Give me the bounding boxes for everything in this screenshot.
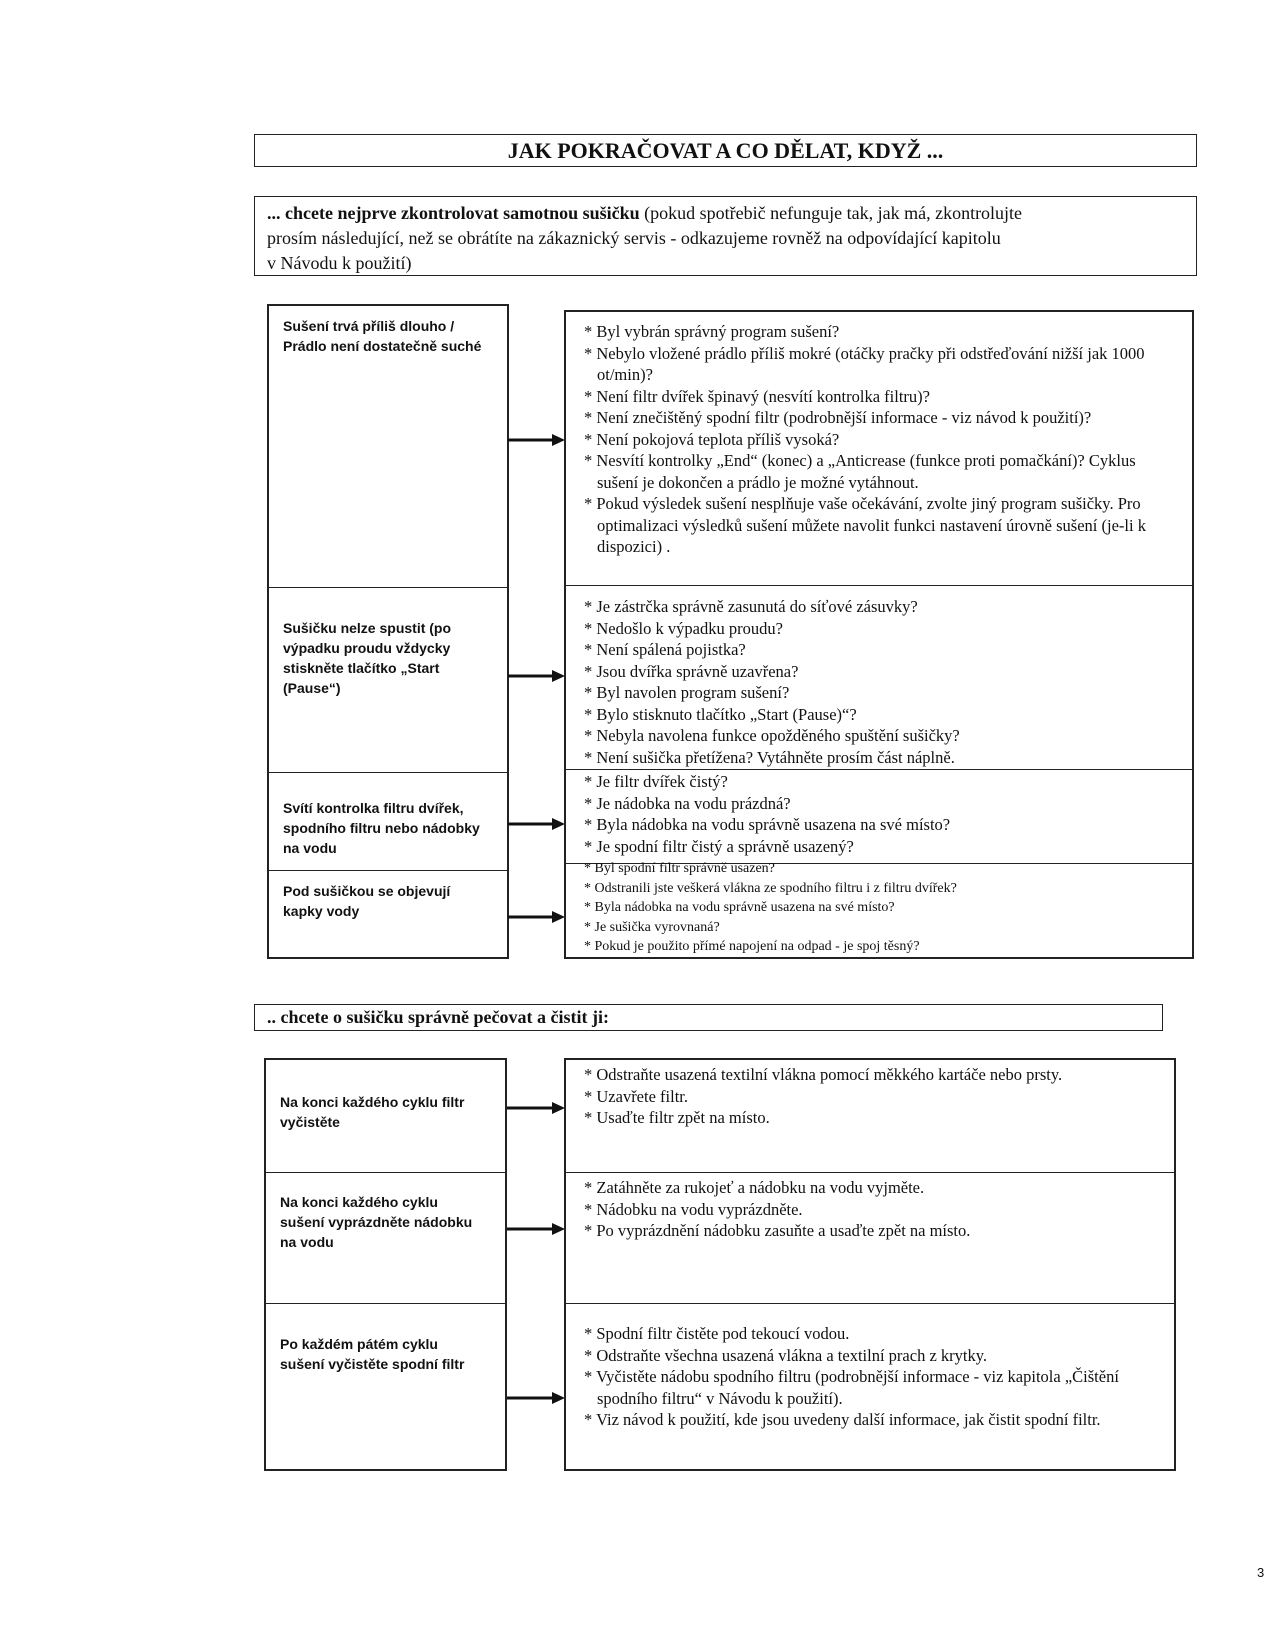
checks-panel-4 bbox=[566, 859, 1192, 957]
cause-divider-1 bbox=[269, 587, 507, 588]
care-section-title-text: .. chcete o sušičku správně pečovat a čistit ji: bbox=[267, 1007, 609, 1027]
care-task-2-line-1: Na konci každého cyklu bbox=[280, 1194, 438, 1210]
care-steps-panel-2 bbox=[566, 1177, 1174, 1242]
care-section-title bbox=[254, 1004, 1163, 1031]
check-item: * Je zástrčka správně zasunutá do síťové zásuvky? bbox=[584, 597, 918, 616]
intro-line-2: prosím následující, než se obrátíte na zákaznický servis - odkazujeme rovněž na odpovídající kapitolu bbox=[267, 228, 1001, 248]
check-item: * Je spodní filtr čistý a správně usazený? bbox=[584, 836, 854, 856]
check-item: * Není spálená pojistka? bbox=[584, 640, 746, 659]
care-steps-column bbox=[564, 1058, 1176, 1471]
check-item: * Byl spodní filtr správně usazen? bbox=[584, 861, 775, 876]
care-step-item: * Odstraňte usazená textilní vlákna pomocí měkkého kartáče nebo prsty. bbox=[584, 1065, 1063, 1084]
cause-2-line-3: stiskněte tlačítko „Start bbox=[283, 660, 440, 676]
intro-bold: ... chcete nejprve zkontrolovat samotnou sušičku bbox=[267, 203, 640, 223]
check-item: * Nebylo vložené prádlo příliš mokré (otáčky pračky při odstřeďování nižší jak 1000 ot/min)? bbox=[584, 343, 1145, 384]
cause-3-line-3: na vodu bbox=[283, 840, 337, 856]
cause-2-line-1: Sušičku nelze spustit (po bbox=[283, 620, 452, 636]
check-item: * Není sušička přetížena? Vytáhněte prosím část náplně. bbox=[584, 747, 955, 767]
check-item: * Pokud výsledek sušení nesplňuje vaše očekávání, zvolte jiný program sušičky. Pro optimalizaci výsledků sušení můžete navolit funkci nastavení úrovně sušení (je-li k dispozici) . bbox=[584, 494, 1146, 556]
check-item: * Jsou dvířka správně uzavřena? bbox=[584, 661, 799, 681]
check-item: * Bylo stisknuto tlačítko „Start (Pause)“? bbox=[584, 704, 857, 724]
intro-line-3: v Návodu k použití) bbox=[267, 253, 412, 273]
cause-3-line-2: spodního filtru nebo nádobky bbox=[283, 820, 480, 836]
checks-column bbox=[564, 310, 1194, 959]
check-item: * Byla nádobka na vodu správně usazena na své místo? bbox=[584, 900, 895, 915]
care-task-divider-2 bbox=[266, 1303, 505, 1304]
care-step-item: * Nádobku na vodu vyprázdněte. bbox=[584, 1199, 803, 1219]
care-step-item: * Usaďte filtr zpět na místo. bbox=[584, 1108, 770, 1127]
check-item: * Byl navolen program sušení? bbox=[584, 683, 790, 702]
check-item: * Pokud je použito přímé napojení na odpad - je spoj těsný? bbox=[584, 939, 920, 954]
check-item: * Je sušička vyrovnaná? bbox=[584, 919, 720, 935]
check-item: * Byla nádobka na vodu správně usazena na své místo? bbox=[584, 815, 951, 834]
care-task-1 bbox=[266, 1092, 505, 1132]
check-item: * Nesvítí kontrolky „End“ (konec) a „Anticrease (funkce proti pomačkání)? Cyklus sušení je dokončen a prádlo je možné vytáhnout. bbox=[584, 451, 1136, 492]
intro-box bbox=[254, 196, 1197, 276]
page-number: 3 bbox=[1257, 1565, 1265, 1580]
cause-4-line-1: Pod sušičkou se objevují bbox=[283, 883, 451, 899]
care-task-2-line-2: sušení vyprázdněte nádobku bbox=[280, 1214, 473, 1230]
checks-panel-1 bbox=[566, 321, 1192, 558]
care-task-3-line-1: Po každém pátém cyklu bbox=[280, 1336, 438, 1352]
check-item: * Není pokojová teplota příliš vysoká? bbox=[584, 429, 840, 449]
checks-panel-3 bbox=[566, 771, 1192, 857]
cause-divider-3 bbox=[269, 870, 507, 871]
cause-2 bbox=[269, 618, 507, 698]
check-item: * Nedošlo k výpadku proudu? bbox=[584, 618, 783, 638]
care-step-item: * Po vyprázdnění nádobku zasuňte a usaďte zpět na místo. bbox=[584, 1221, 971, 1240]
cause-3 bbox=[269, 798, 507, 858]
care-step-item: * Viz návod k použití, kde jsou uvedeny další informace, jak čistit spodní filtr. bbox=[584, 1410, 1101, 1429]
care-step-item: * Vyčistěte nádobu spodního filtru (podrobnější informace - viz kapitola „Čištění spodního filtru“ v Návodu k použití). bbox=[584, 1367, 1119, 1408]
arrow-right-icon bbox=[508, 669, 566, 683]
check-item: * Nebyla navolena funkce opožděného spuštění sušičky? bbox=[584, 726, 960, 745]
care-steps-divider-2 bbox=[566, 1303, 1174, 1304]
arrow-right-icon bbox=[508, 433, 566, 447]
checks-panel-2 bbox=[566, 596, 1192, 768]
care-task-2 bbox=[266, 1192, 505, 1252]
checks-divider-1 bbox=[566, 585, 1192, 586]
intro-line-1 bbox=[267, 201, 1184, 226]
check-item: * Odstranili jste veškerá vlákna ze spodního filtru i z filtru dvířek? bbox=[584, 880, 957, 896]
care-task-1-line-2: vyčistěte bbox=[280, 1114, 340, 1130]
arrow-right-icon bbox=[508, 910, 566, 924]
care-task-3-line-2: sušení vyčistěte spodní filtr bbox=[280, 1356, 465, 1372]
care-task-3 bbox=[266, 1334, 505, 1374]
care-task-divider-1 bbox=[266, 1172, 505, 1173]
causes-column bbox=[267, 304, 509, 959]
page-title-text: JAK POKRAČOVAT A CO DĚLAT, KDYŽ ... bbox=[507, 138, 944, 163]
check-item: * Je filtr dvířek čistý? bbox=[584, 772, 728, 791]
check-item: * Není filtr dvířek špinavý (nesvítí kontrolka filtru)? bbox=[584, 386, 930, 406]
cause-2-line-4: (Pause“) bbox=[283, 680, 341, 696]
care-steps-panel-1 bbox=[566, 1064, 1174, 1129]
intro-line-1-rest: (pokud spotřebič nefunguje tak, jak má, zkontrolujte bbox=[639, 203, 1023, 223]
check-item: * Byl vybrán správný program sušení? bbox=[584, 322, 840, 341]
care-tasks-column bbox=[264, 1058, 507, 1471]
care-steps-panel-3 bbox=[566, 1323, 1174, 1431]
cause-1-line-1: Sušení trvá příliš dlouho / bbox=[283, 318, 455, 334]
cause-4-line-2: kapky vody bbox=[283, 903, 360, 919]
arrow-right-icon bbox=[508, 817, 566, 831]
check-item: * Je nádobka na vodu prázdná? bbox=[584, 793, 791, 813]
care-steps-divider-1 bbox=[566, 1172, 1174, 1173]
care-step-item: * Zatáhněte za rukojeť a nádobku na vodu vyjměte. bbox=[584, 1178, 925, 1197]
cause-1-line-2: Prádlo není dostatečně suché bbox=[283, 338, 482, 354]
checks-divider-2 bbox=[566, 769, 1192, 770]
cause-2-line-2: výpadku proudu vždycky bbox=[283, 640, 451, 656]
cause-divider-2 bbox=[269, 772, 507, 773]
page-title bbox=[254, 134, 1197, 167]
cause-1 bbox=[269, 316, 507, 356]
arrow-right-icon bbox=[507, 1391, 566, 1405]
arrow-right-icon bbox=[507, 1101, 566, 1115]
care-step-item: * Odstraňte všechna usazená vlákna a textilní prach z krytky. bbox=[584, 1345, 988, 1365]
care-step-item: * Spodní filtr čistěte pod tekoucí vodou. bbox=[584, 1324, 850, 1343]
care-step-item: * Uzavřete filtr. bbox=[584, 1086, 688, 1106]
care-task-2-line-3: na vodu bbox=[280, 1234, 334, 1250]
care-task-1-line-1: Na konci každého cyklu filtr bbox=[280, 1094, 465, 1110]
cause-4 bbox=[269, 881, 507, 921]
check-item: * Není znečištěný spodní filtr (podrobnější informace - viz návod k použití)? bbox=[584, 408, 1092, 427]
cause-3-line-1: Svítí kontrolka filtru dvířek, bbox=[283, 800, 464, 816]
arrow-right-icon bbox=[507, 1222, 566, 1236]
